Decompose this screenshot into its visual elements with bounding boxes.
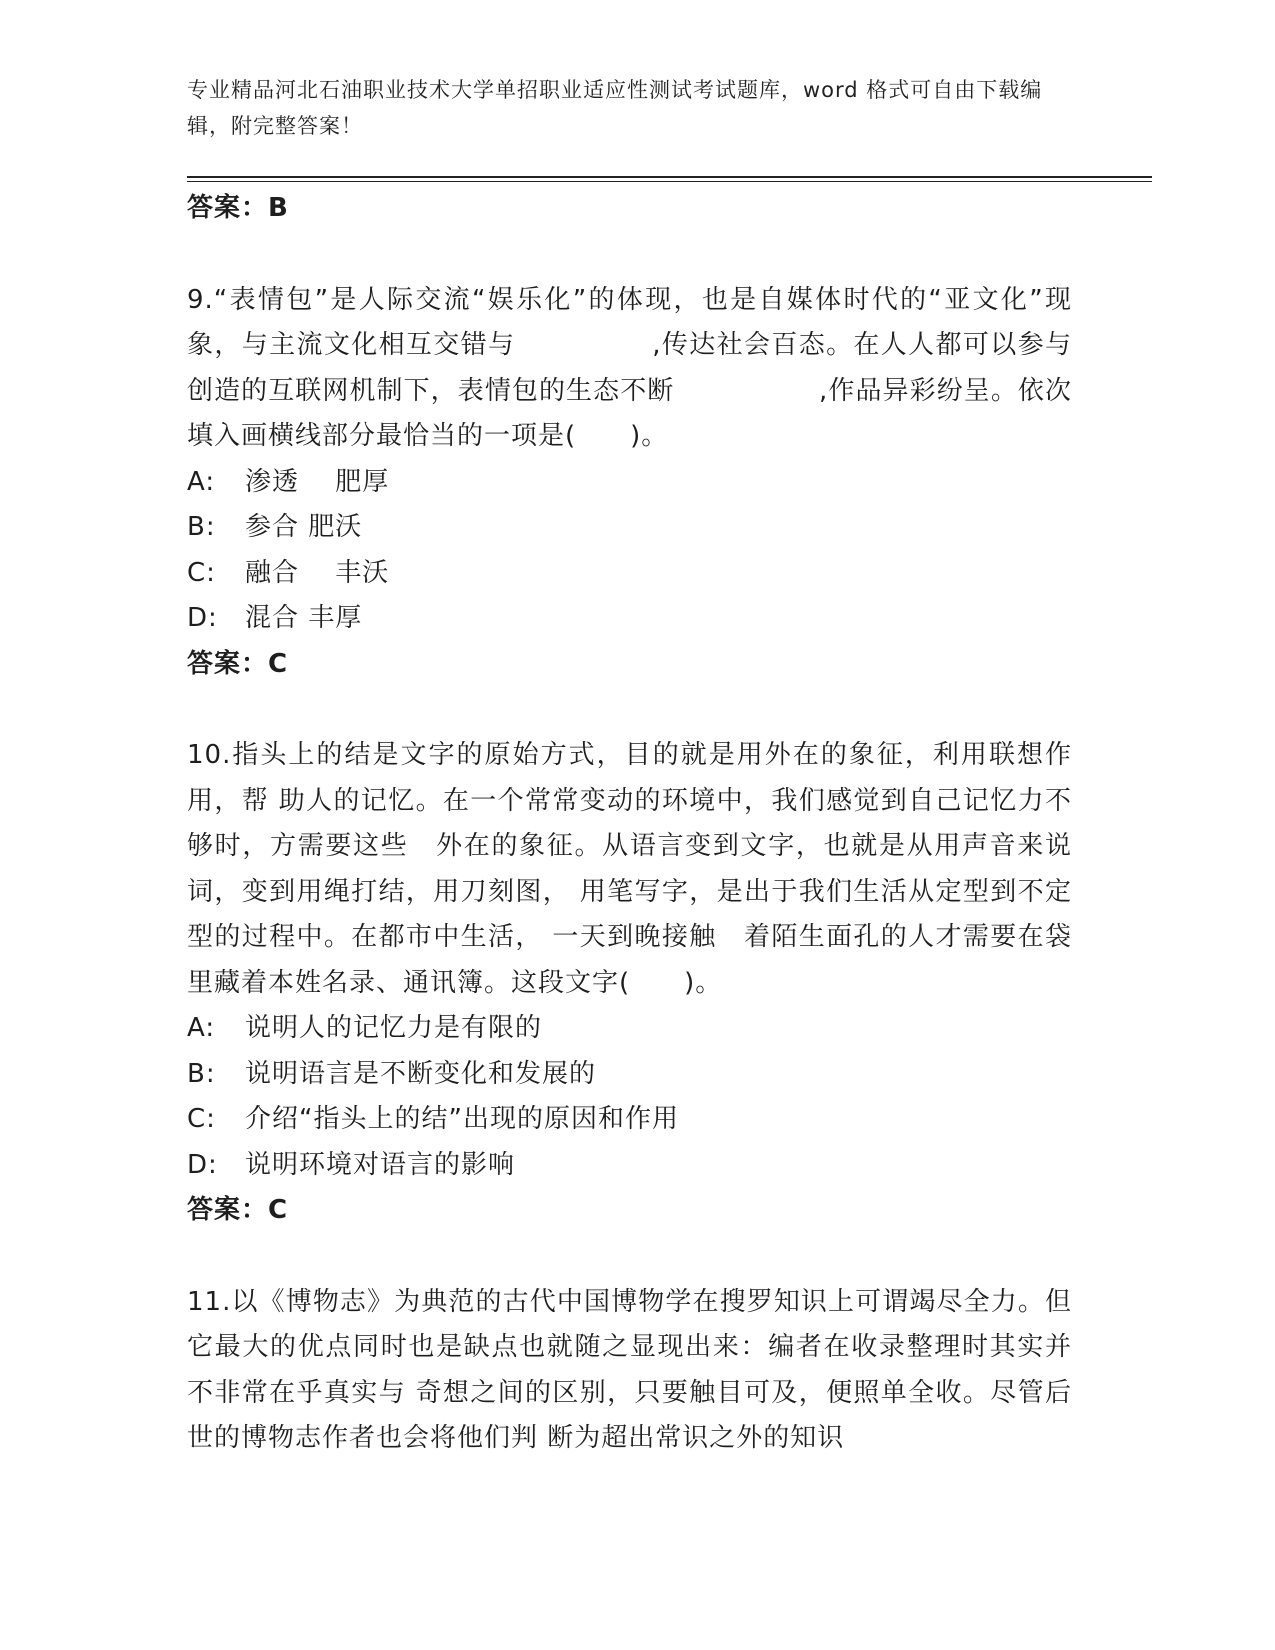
question-9-stem: 9.“表情包”是人际交流“娱乐化”的体现，也是自媒体时代的“亚文化”现 象，与主流文化相互交错与 ,传达社会百态。在人人都可以参与创造的互联网机制下，表情包的生态不断 ,作品异彩纷呈。依次填入画横线部分最恰当的一项是( )。 — [187, 284, 1072, 451]
question-9-option-a — [187, 460, 1072, 506]
option-text: 渗透 肥厚 — [245, 466, 390, 497]
spacer — [187, 1234, 1072, 1280]
answer-q10: 答案：C — [187, 1195, 289, 1225]
question-10-option-c — [187, 1097, 1072, 1143]
question-10-stem: 10.指头上的结是文字的原始方式，目的就是用外在的象征，利用联想作用，帮 助人的记忆。在一个常常变动的环境中，我们感觉到自己记忆力不够时，方需要这些 外在的象征。从语言变到文字，也就是从用声音来说词，变到用绳打结，用刀刻图， 用笔写字，是出于我们生活从定型到不定型的过程中。在都市中生活， 一天到晚接触 着陌生面孔的人才需要在袋里藏着本姓名录、通讯簿。这段文字( )。 — [187, 740, 1072, 998]
spacer — [187, 232, 1072, 278]
question-11-stem: 11.以《博物志》为典范的古代中国博物学在搜罗知识上可谓竭尽全力。但它最大的优点同时也是缺点也就随之显现出来：编者在收录整理时其实并不非常在乎真实与 奇想之间的区别，只要触目可及，便照单全收。尽管后世的博物志作者也会将他们判 断为超出常识之外的知识 — [187, 1286, 1072, 1453]
question-10-option-a — [187, 1006, 1072, 1052]
option-letter: B: — [187, 1058, 216, 1089]
option-text: 介绍“指头上的结”出现的原因和作用 — [245, 1104, 679, 1134]
option-letter: A: — [187, 1013, 216, 1043]
option-letter: C: — [187, 557, 216, 588]
question-9-option-b — [187, 505, 1072, 551]
option-letter: B: — [187, 512, 216, 542]
option-text: 说明环境对语言的影响 — [245, 1149, 516, 1180]
option-text: 说明人的记忆力是有限的 — [245, 1013, 543, 1043]
option-letter: D: — [187, 1149, 218, 1180]
question-9-option-d — [187, 596, 1072, 642]
option-letter: A: — [187, 466, 216, 497]
question-9-option-c — [187, 551, 1072, 597]
question-10-option-b — [187, 1052, 1072, 1098]
header-divider-thick — [187, 176, 1152, 178]
question-9 — [187, 278, 1072, 688]
header-divider-thin — [187, 181, 1152, 182]
option-text: 混合 丰厚 — [245, 603, 363, 633]
answer-q9: 答案：C — [187, 648, 289, 679]
page-header: 专业精品河北石油职业技术大学单招职业适应性测试考试题库，word 格式可自由下载编辑，附完整答案！ — [187, 78, 1043, 138]
question-10-option-d — [187, 1143, 1072, 1189]
option-letter: D: — [187, 603, 218, 633]
option-letter: C: — [187, 1104, 216, 1134]
option-text: 参合 肥沃 — [245, 512, 363, 542]
spacer — [187, 687, 1072, 733]
question-11 — [187, 1280, 1072, 1462]
document-body — [187, 186, 1072, 1462]
option-text: 说明语言是不断变化和发展的 — [245, 1058, 597, 1089]
answer-q8: 答案：B — [187, 193, 289, 223]
question-10 — [187, 733, 1072, 1234]
option-text: 融合 丰沃 — [245, 557, 390, 588]
